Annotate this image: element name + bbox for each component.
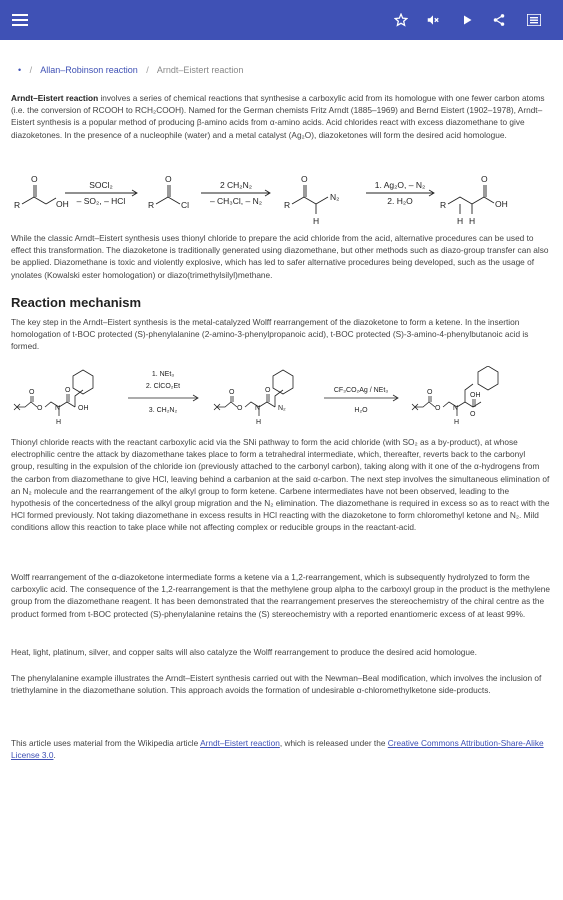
s2-n2: N	[255, 405, 261, 412]
breadcrumb: • / Allan–Robinson reaction / Arndt–Eistert reaction	[18, 65, 244, 75]
s2-o9: O	[470, 411, 476, 418]
s1-cl: Cl	[181, 200, 190, 210]
intro-text: involves a series of chemical reactions that synthesise a carboxylic acid from its homologue with one fewer carbon atoms (i.e. the conversion of RCOOH to RCH₂COOH). Named for the German chemists Fritz Arndt (1885–1969) and Bernd Eistert (1902–1978), Arndt–Eistert synthesis is a popular method of producing β-amino acids from α-amino acids. Acid chlorides react with excess diazomethane to give diazoketones. In the presence of a nucleophile (water) and a metal catalyst (Ag₂O), diazoketones will form the desired acid homologue.	[11, 93, 545, 140]
s2-step2-bottom: H₂O	[354, 407, 368, 414]
share-icon[interactable]	[486, 0, 512, 40]
menu-icon[interactable]	[6, 0, 34, 40]
paragraph-thionyl: Thionyl chloride reacts with the reactant carboxylic acid via the SNi pathway to form the acid chloride (with SO₂ as a by-product), at whose electrophilic centre the attack by diazomethane takes place to form a tetrahedral intermediate, which, thereafter, reverts back to the carbonyl group, resulting in the expulsion of the chloride ion (previously attached to the carbonyl carbon), taking along with it one of the α-hydrogens from the carbon from diazomethane to give HCl, leaving behind a carbanion at the said α-carbon. The next step involves the simultaneous elimination of an N₂ molecule and the rearrangement of the alkyl group to form ketene. Carbene intermediates have not been observed, leading to the hypothesis of the concertedness of the alkyl group migration and the N₂ elimination. The diazomethane is required in excess so as to react with the HCl formed previously. Not taking diazomethane in excess results in HCl reacting with the diazoketone to form chloromethyl ketone and N₂. Mild conditions allow this reaction to take place while not affecting complex or reducible groups in the reactant-acid.	[11, 437, 550, 533]
s1-h3: H	[469, 216, 476, 226]
mute-icon[interactable]	[420, 0, 446, 40]
s2-o4: O	[229, 389, 235, 396]
s2-n2-group: N₂	[278, 405, 286, 412]
s1-o2: O	[165, 174, 172, 184]
section-heading-mechanism: Reaction mechanism	[11, 295, 142, 310]
footer-text-3: .	[53, 750, 56, 761]
reaction-scheme-2	[8, 366, 556, 436]
play-icon[interactable]	[454, 0, 480, 40]
paragraph-key-step: The key step in the Arndt–Eistert synthesis is the metal-catalyzed Wolff rearrangement of the diazoketone to form a ketene. In the insertion homologation of t-BOC protected (S)-phenylalanine (2-amino-3-phenylpropanoic acid), t-BOC protected (S)-3-amino-4-phenylbutanoic acid is formed.	[11, 317, 529, 352]
s1-step3-bottom: 2. H₂O	[387, 196, 413, 206]
s2-oh: OH	[78, 405, 89, 412]
s1-n2: N₂	[330, 192, 340, 202]
article-content	[0, 40, 563, 900]
s2-o1: O	[29, 389, 35, 396]
s2-n3: N	[453, 405, 459, 412]
s1-step2-bottom: – CH₃Cl, – N₂	[209, 196, 263, 206]
s2-o3: O	[65, 387, 71, 394]
s2-o5: O	[237, 405, 243, 412]
s2-o2: O	[37, 405, 43, 412]
s2-n1: N	[55, 405, 61, 412]
s1-h2: H	[457, 216, 464, 226]
intro-bold: Arndt–Eistert reaction	[11, 93, 99, 103]
s1-h1: H	[313, 216, 320, 226]
paragraph-newman-beal: The phenylalanine example illustrates the Arndt–Eistert synthesis carried out with the Newman–Beal modification, which involves the inclusion of triethylamine in the diazomethane solution. This approach avoids the formation of undesirable α-chloromethylketone side-products.	[11, 673, 542, 696]
s1-o3: O	[301, 174, 308, 184]
s1-step3-top: 1. Ag₂O, – N₂	[374, 180, 426, 190]
breadcrumb-home[interactable]: •	[18, 65, 22, 75]
star-icon[interactable]	[388, 0, 414, 40]
s1-o1: O	[31, 174, 38, 184]
footer-text-1: This article uses material from the Wikipedia article	[11, 738, 201, 748]
s1-o4: O	[481, 174, 488, 184]
s2-h1: H	[56, 419, 62, 426]
app-bar	[0, 0, 563, 40]
s1-r1: R	[14, 200, 21, 210]
s2-step1-b: 2. ClCO₂Et	[145, 383, 181, 390]
s2-oh2: OH	[470, 392, 481, 399]
more-icon[interactable]	[520, 0, 548, 40]
paragraph-catalysts: Heat, light, platinum, silver, and copper salts will also catalyze the Wolff rearrangement to produce the desired acid homologue.	[11, 647, 477, 657]
license-link[interactable]: Creative Commons Attribution-Share-Alike License 3.0	[11, 738, 544, 761]
s1-oh2: OH	[495, 199, 508, 209]
s1-step2-top: 2 CH₂N₂	[219, 180, 253, 190]
s2-h3: H	[454, 419, 460, 426]
paragraph-alternatives: While the classic Arndt–Eistert synthesis uses thionyl chloride to prepare the acid chloride from the acid, alternative procedures can be used to effect this transformation. The diazoketone is traditionally generated using diazomethane, but other methods such as diazo-group transfer can also be applied. Diazomethane is toxic and violently explosive, which has led to safer alternative procedures being developed, such as the usage of ynolates (Kowalski ester homologation) or diazo(trimethylsilyl)methane.	[11, 233, 549, 280]
footer-text-2: , which is released under the	[279, 738, 388, 748]
s1-r2: R	[148, 200, 155, 210]
breadcrumb-item-allan-robinson[interactable]: Allan–Robinson reaction	[40, 65, 138, 75]
s2-h2: H	[256, 419, 262, 426]
s2-o6: O	[265, 387, 271, 394]
s1-r3: R	[284, 200, 291, 210]
reaction-scheme-1	[8, 168, 556, 232]
s1-r4: R	[440, 200, 447, 210]
s1-step1-bottom: – SO₂, – HCl	[76, 196, 126, 206]
s2-step2-top: CF₃CO₂Ag / NEt₃	[333, 387, 389, 394]
s2-step1-a: 1. NEt₃	[151, 371, 175, 378]
attribution-footer	[11, 737, 551, 761]
intro-paragraph	[11, 92, 551, 141]
s1-step1-top: SOCl₂	[89, 180, 113, 190]
s2-o7: O	[427, 389, 433, 396]
paragraph-wolff: Wolff rearrangement of the α-diazoketone intermediate forms a ketene via a 1,2-rearrangement, which is subsequently hydrolyzed to form the carboxylic acid. The consequence of the 1,2-rearrangement is that the methylene group alpha to the carboxyl group in the product is the methylene group from the diazomethane reagent. It has been demonstrated that the rearrangement preserves the stereochemistry of the chiral centre as the product formed from t-BOC protected (S)-phenylalanine retains the (S) stereochemistry with a reported enantiomeric excess of at least 99%.	[11, 572, 551, 619]
s2-o8: O	[435, 405, 441, 412]
s2-step1-c: 3. CH₂N₂	[148, 407, 178, 414]
breadcrumb-item-current: Arndt–Eistert reaction	[156, 65, 244, 75]
s1-oh1: OH	[56, 199, 69, 209]
wikipedia-article-link[interactable]: Arndt–Eistert reaction	[200, 738, 280, 748]
